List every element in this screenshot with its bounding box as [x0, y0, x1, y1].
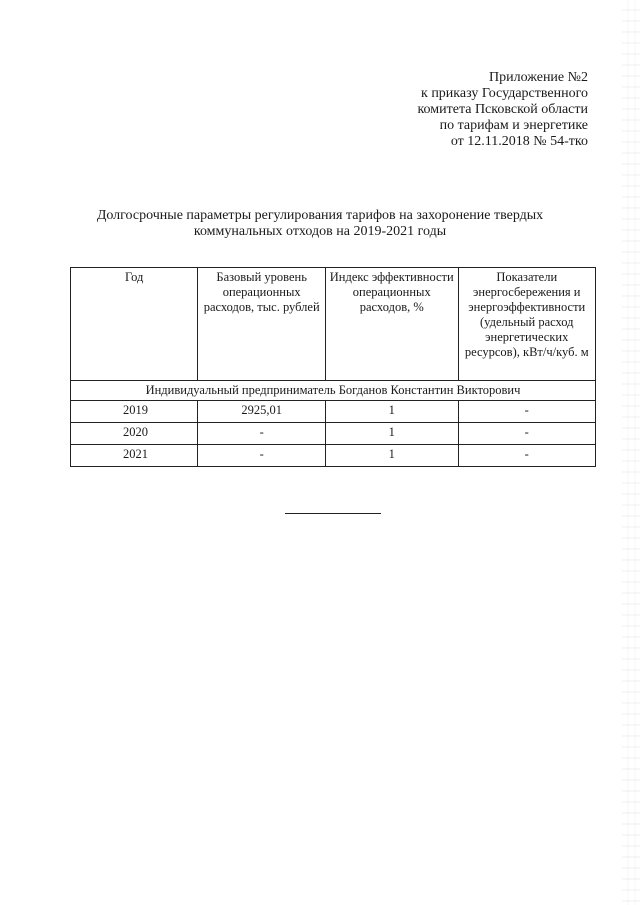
appendix-number: Приложение №2 — [489, 70, 588, 85]
cell-base-expenses: - — [198, 423, 326, 445]
document-title — [70, 208, 570, 240]
organization-row — [71, 381, 596, 401]
column-header-year: Год — [71, 268, 198, 381]
document-title-line-2: коммунальных отходов на 2019-2021 годы — [193, 224, 447, 239]
cell-year: 2020 — [71, 423, 198, 445]
document-title-line-1: Долгосрочные параметры регулирования тарифов на захоронение твердых — [96, 208, 544, 223]
cell-efficiency-index: 1 — [325, 445, 458, 467]
appendix-header — [288, 70, 588, 150]
column-header-efficiency-index: Индекс эффективности операционных расходов, % — [325, 268, 458, 381]
table-row — [71, 401, 596, 423]
cell-efficiency-index: 1 — [325, 423, 458, 445]
column-header-base-expenses: Базовый уровень операционных расходов, тыс. рублей — [198, 268, 326, 381]
column-header-energy-indicators: Показатели энергосбережения и энергоэффективности (удельный расход энергетических ресурсов), кВт/ч/куб. м — [458, 268, 595, 381]
cell-energy-indicator: - — [458, 423, 595, 445]
closing-divider-line — [285, 513, 381, 514]
order-reference-line-2: комитета Псковской области — [417, 102, 588, 117]
table-row — [71, 445, 596, 467]
cell-efficiency-index: 1 — [325, 401, 458, 423]
cell-base-expenses: - — [198, 445, 326, 467]
table-header-row — [71, 268, 596, 381]
order-reference-line-1: к приказу Государственного — [421, 86, 588, 101]
scan-margin-artifact — [622, 0, 640, 905]
order-reference-line-3: по тарифам и энергетике — [439, 118, 588, 133]
table-row — [71, 423, 596, 445]
cell-energy-indicator: - — [458, 445, 595, 467]
cell-base-expenses: 2925,01 — [198, 401, 326, 423]
cell-year: 2021 — [71, 445, 198, 467]
order-date-number: от 12.11.2018 № 54-тко — [450, 134, 588, 149]
parameters-table — [70, 267, 596, 467]
cell-year: 2019 — [71, 401, 198, 423]
organization-name: Индивидуальный предприниматель Богданов Константин Викторович — [71, 381, 596, 401]
cell-energy-indicator: - — [458, 401, 595, 423]
